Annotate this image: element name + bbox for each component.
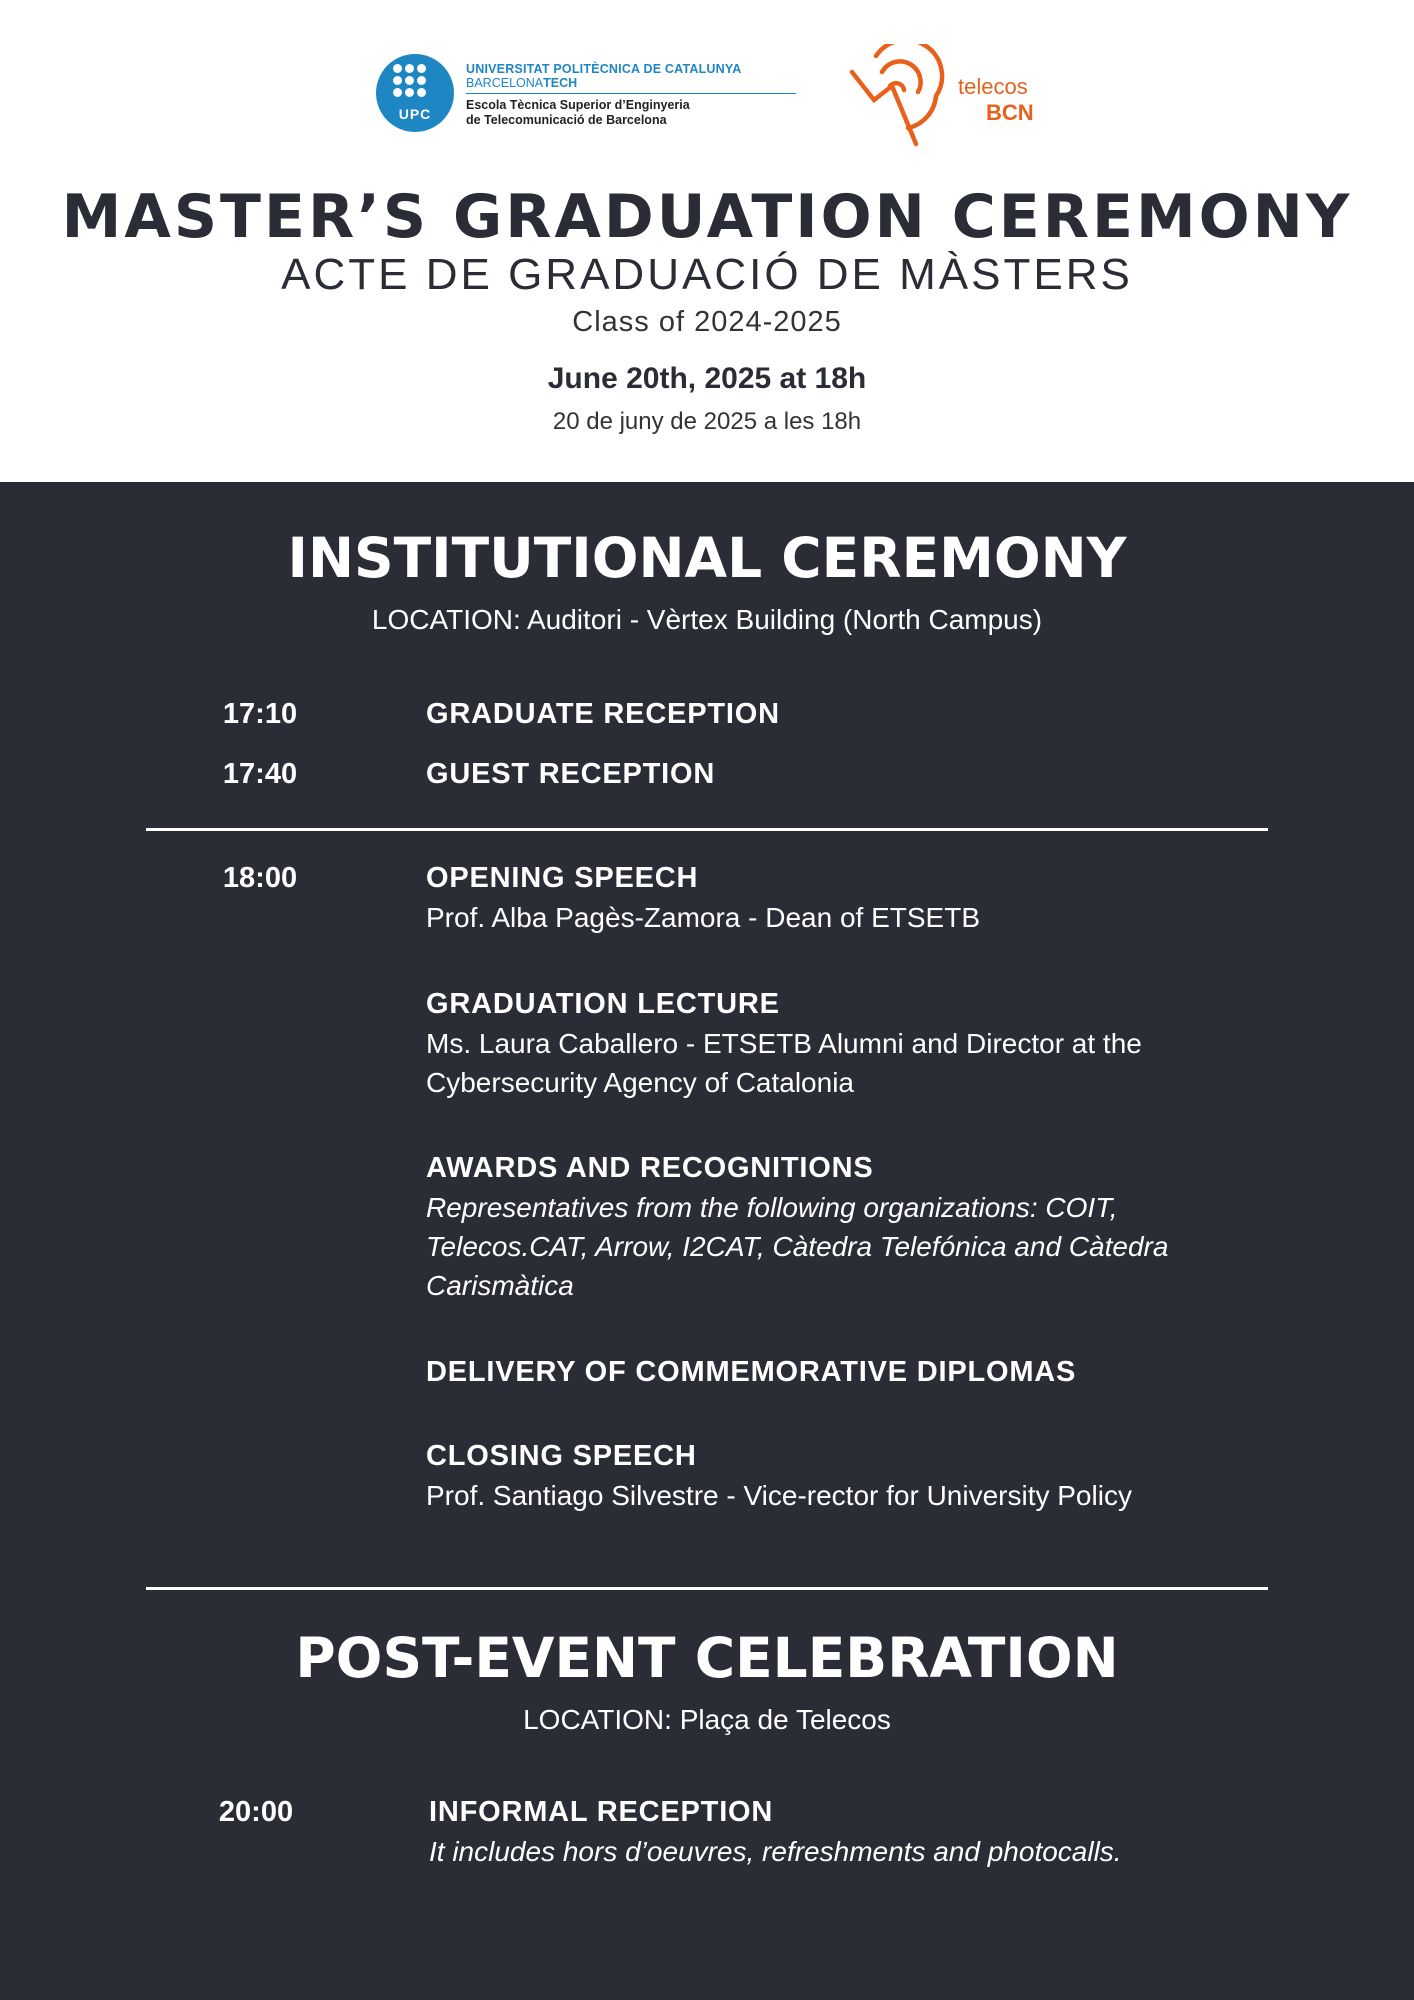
item-desc: Prof. Santiago Silvestre - Vice-rector for University Policy: [426, 1480, 1132, 1511]
upc-university-name: UNIVERSITAT POLITÈCNICA DE CATALUNYA: [466, 62, 742, 76]
item-desc: It includes hors d’oeuvres, refreshments and photocalls.: [429, 1836, 1122, 1867]
divider: [146, 1587, 1268, 1590]
institutional-location: LOCATION: Auditori - Vèrtex Building (North Campus): [371, 604, 1043, 635]
item-title: OPENING SPEECH: [426, 862, 699, 894]
logo-bar: [0, 44, 1414, 154]
institutional-title: INSTITUTIONAL CEREMONY: [287, 526, 1127, 590]
item-title: GUEST RECEPTION: [426, 758, 716, 790]
upc-school-line2: de Telecomunicació de Barcelona: [466, 113, 667, 127]
upc-barcelonatech: BARCELONATECH: [466, 76, 796, 94]
schedule-item: [426, 694, 1256, 734]
schedule-item: [429, 1792, 1259, 1871]
time-1710: 17:10: [222, 698, 298, 730]
upc-logo-icon: [376, 54, 454, 132]
event-date-en: June 20th, 2025 at 18h: [547, 362, 867, 395]
program-section: [0, 482, 1414, 2000]
class-of: Class of 2024-2025: [572, 306, 842, 338]
item-title: GRADUATION LECTURE: [426, 988, 780, 1020]
schedule-item: [426, 1352, 1256, 1392]
upc-school-line1: Escola Tècnica Superior d’Enginyeria: [466, 98, 690, 112]
item-desc: Prof. Alba Pagès-Zamora - Dean of ETSETB: [426, 902, 981, 933]
schedule-item: [426, 1436, 1256, 1515]
time-1740: 17:40: [222, 758, 298, 790]
upc-badge-label: UPC: [398, 106, 432, 122]
item-title: DELIVERY OF COMMEMORATIVE DIPLOMAS: [426, 1356, 1077, 1388]
schedule-item: [426, 1148, 1256, 1305]
telecos-wordmark: [958, 74, 1034, 126]
post-event-title: POST-EVENT CELEBRATION: [295, 1626, 1119, 1690]
telecos-word: telecos: [958, 74, 1028, 99]
schedule-item: [426, 858, 1256, 937]
item-title: INFORMAL RECEPTION: [429, 1796, 774, 1828]
time-2000: 20:00: [218, 1796, 294, 1828]
schedule-item: [426, 984, 1256, 1102]
telecos-antenna-icon: [848, 44, 948, 150]
event-date-ca: 20 de juny de 2025 a les 18h: [552, 408, 862, 435]
item-title: CLOSING SPEECH: [426, 1440, 697, 1472]
time-1800: 18:00: [222, 862, 298, 894]
item-desc: Ms. Laura Caballero - ETSETB Alumni and Director at the Cybersecurity Agency of Catalonia: [426, 1028, 1142, 1098]
header: [0, 0, 1414, 482]
upc-dots-icon: [393, 64, 437, 108]
page-title: MASTER’S GRADUATION CEREMONY: [61, 182, 1353, 252]
item-title: AWARDS AND RECOGNITIONS: [426, 1152, 874, 1184]
item-title: GRADUATE RECEPTION: [426, 698, 780, 730]
divider: [146, 828, 1268, 831]
post-event-location: LOCATION: Plaça de Telecos: [523, 1704, 891, 1735]
schedule-item: [426, 754, 1256, 794]
upc-wordmark: [466, 62, 796, 128]
page-subtitle: ACTE DE GRADUACIÓ DE MÀSTERS: [281, 250, 1133, 299]
bcn-word: BCN: [986, 100, 1034, 125]
item-desc: Representatives from the following organizations: COIT, Telecos.CAT, Arrow, I2CAT, Càtedra Telefónica and Càtedra Carismàtica: [426, 1192, 1169, 1301]
